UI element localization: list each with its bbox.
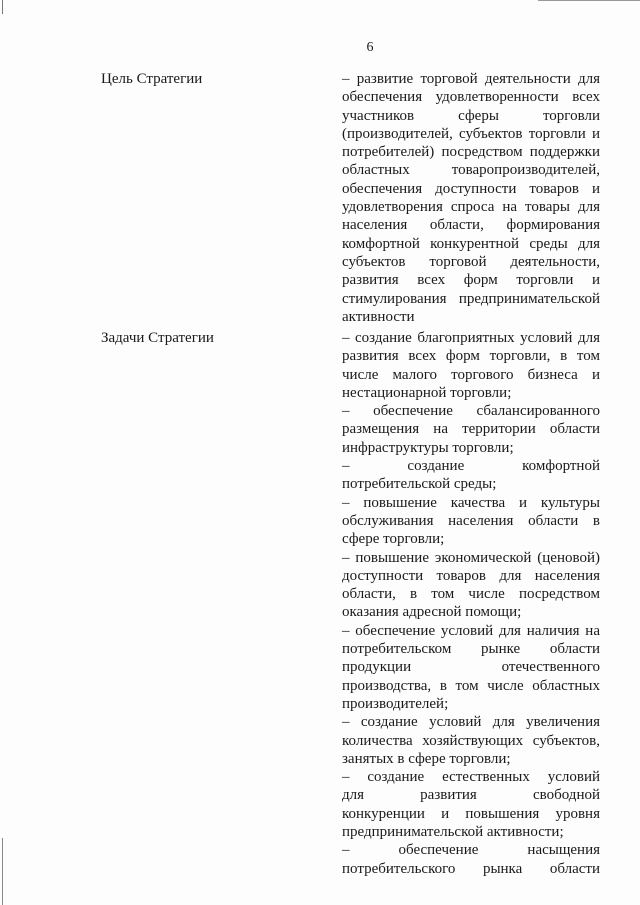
text-line: сфере торговли; [342, 531, 445, 548]
text-line: обеспечения удовлетворенности всех [342, 89, 600, 106]
text-line: обслуживания населения области в [342, 512, 600, 529]
text-line: (производителей, субъектов торговли и [342, 125, 600, 142]
text-line: – создание условий для увеличения [342, 714, 600, 731]
scan-edge-mark-top-left [2, 0, 3, 14]
text-line: населения области, формирования [342, 217, 600, 234]
text-line: – обеспечение условий для наличия на [342, 622, 600, 639]
text-line: количества хозяйствующих субъектов, [342, 732, 600, 749]
text-line: области, в том числе посредством [342, 586, 600, 603]
text-line: – обеспечение сбалансированного [342, 403, 600, 420]
text-line: областных товаропроизводителей, [342, 162, 600, 179]
text-line: потребительского рынка области [342, 860, 600, 877]
text-line: занятых в сфере торговли; [342, 750, 511, 767]
text-line: – повышение качества и культуры [342, 494, 600, 511]
text-line: нестационарной торговли; [342, 384, 512, 401]
text-line: доступности товаров для населения [342, 567, 600, 584]
text-line: размещения на территории области [342, 421, 600, 438]
text-line: обеспечения доступности товаров и [342, 180, 600, 197]
text-line: производства, в том числе областных [342, 677, 600, 694]
text-line: – создание благоприятных условий для [342, 330, 600, 346]
text-line: – развитие торговой деятельности для [342, 71, 600, 87]
text-line: потребительском рынке области [342, 641, 600, 658]
text-line: развития всех форм торговли и [342, 272, 600, 289]
tasks-text [342, 329, 600, 878]
text-line: комфортной конкурентной среды для [342, 235, 600, 252]
text-line: участников сферы торговли [342, 107, 600, 124]
text-line: – повышение экономической (ценовой) [342, 549, 600, 566]
text-line: потребителей) посредством поддержки [342, 144, 600, 161]
text-line: субъектов торговой деятельности, [342, 253, 600, 270]
page-number: 6 [366, 40, 374, 55]
text-line: удовлетворения спроса на товары для [342, 199, 600, 216]
text-line: – создание комфортной [342, 458, 600, 475]
text-line: инфраструктуры торговли; [342, 439, 514, 456]
text-line: активности [342, 308, 415, 325]
text-line: для развития свободной [342, 787, 600, 804]
text-line: оказания адресной помощи; [342, 604, 522, 621]
goal-label: Цель Стратегии [101, 71, 203, 87]
tasks-label: Задачи Стратегии [101, 330, 214, 346]
scan-edge-mark-top-right [538, 0, 640, 1]
text-line: – обеспечение насыщения [342, 842, 600, 859]
text-line: – создание естественных условий [342, 769, 600, 786]
text-line: развития всех форм торговли, в том [342, 348, 600, 365]
text-line: стимулирования предпринимательской [342, 290, 600, 307]
text-line: производителей; [342, 695, 449, 712]
text-line: конкуренции и повышения уровня [342, 805, 600, 822]
scan-edge-mark-bottom-left [2, 838, 3, 905]
text-line: продукции отечественного [342, 659, 600, 676]
text-line: предпринимательской активности; [342, 824, 564, 841]
goal-text [342, 70, 600, 326]
text-line: потребительской среды; [342, 476, 497, 493]
text-line: числе малого торгового бизнеса и [342, 366, 600, 383]
